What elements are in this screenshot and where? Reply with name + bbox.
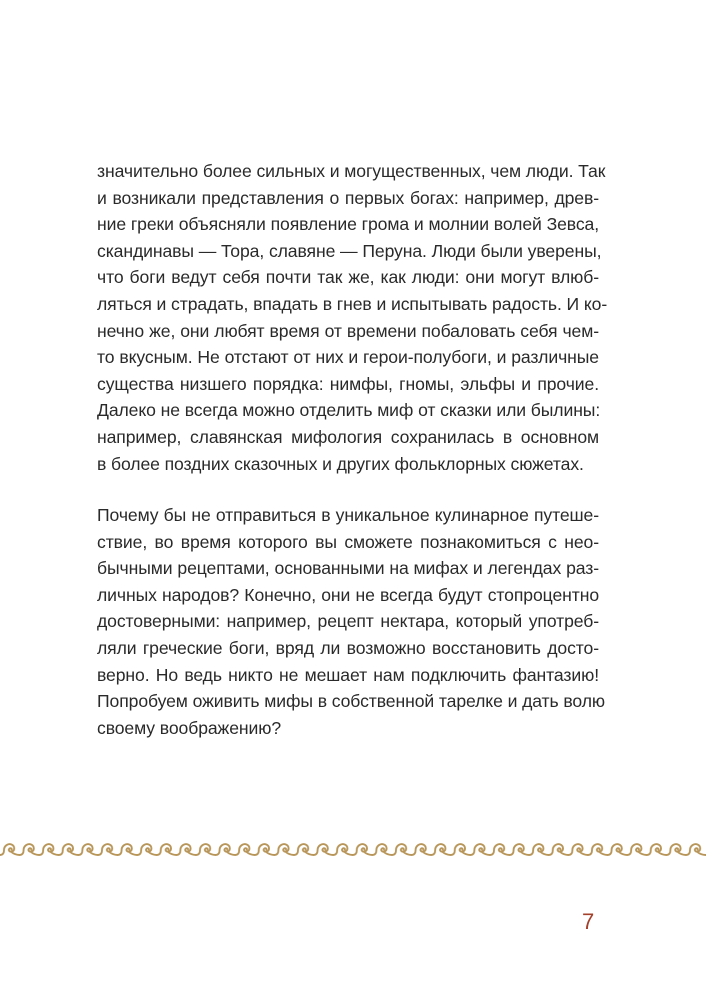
paragraph-line: Почему бы не отправиться в уникальное кулинарное путеше-: [97, 505, 599, 525]
paragraph-line: ляли греческие боги, вряд ли возможно восстановить досто-: [97, 637, 599, 658]
paragraph-line: нечно же, они любят время от времени побаловать себя чем-: [97, 320, 599, 341]
paragraph-line: личных народов? Конечно, они не всегда будут стопроцентно: [97, 584, 599, 605]
paragraph-line: своему воображению?: [97, 717, 282, 738]
paragraph-1: [97, 158, 608, 477]
paragraph-line: то вкусным. Не отстают от них и герои-полубоги, и различные: [97, 347, 599, 368]
greek-wave-border-icon: [0, 838, 706, 860]
paragraph-line: скандинавы — Тора, славяне — Перуна. Люди были уверены,: [97, 240, 602, 261]
paragraph-line: например, славянская мифология сохранилась в основном: [97, 426, 599, 447]
paragraph-line: Попробуем оживить мифы в собственной тарелке и дать волю: [97, 691, 605, 712]
paragraph-line: верно. Но ведь никто не мешает нам подключить фантазию!: [97, 664, 599, 685]
paragraph-line: значительно более сильных и могущественных, чем люди. Так: [97, 161, 606, 181]
paragraph-line: в более поздних сказочных и других фольклорных сюжетах.: [97, 453, 584, 474]
paragraph-line: ляться и страдать, впадать в гнев и испытывать радость. И ко-: [97, 293, 608, 314]
paragraph-line: и возникали представления о первых богах: например, древ-: [97, 187, 599, 208]
paragraph-line: Далеко не всегда можно отделить миф от сказки или былины:: [97, 400, 601, 421]
paragraph-line: ствие, во время которого вы сможете познакомиться с нео-: [97, 531, 599, 552]
paragraph-line: существа низшего порядка: нимфы, гномы, эльфы и прочие.: [97, 373, 599, 394]
page-number: 7: [582, 909, 595, 934]
paragraph-line: достоверными: например, рецепт нектара, который употреб-: [97, 611, 599, 632]
paragraph-line: бычными рецептами, основанными на мифах и легендах раз-: [97, 558, 599, 579]
paragraph-line: ние греки объясняли появление грома и молнии волей Зевса,: [97, 214, 599, 235]
paragraph-line: что боги ведут себя почти так же, как люди: они могут влюб-: [97, 267, 599, 288]
paragraph-2: [97, 502, 605, 741]
